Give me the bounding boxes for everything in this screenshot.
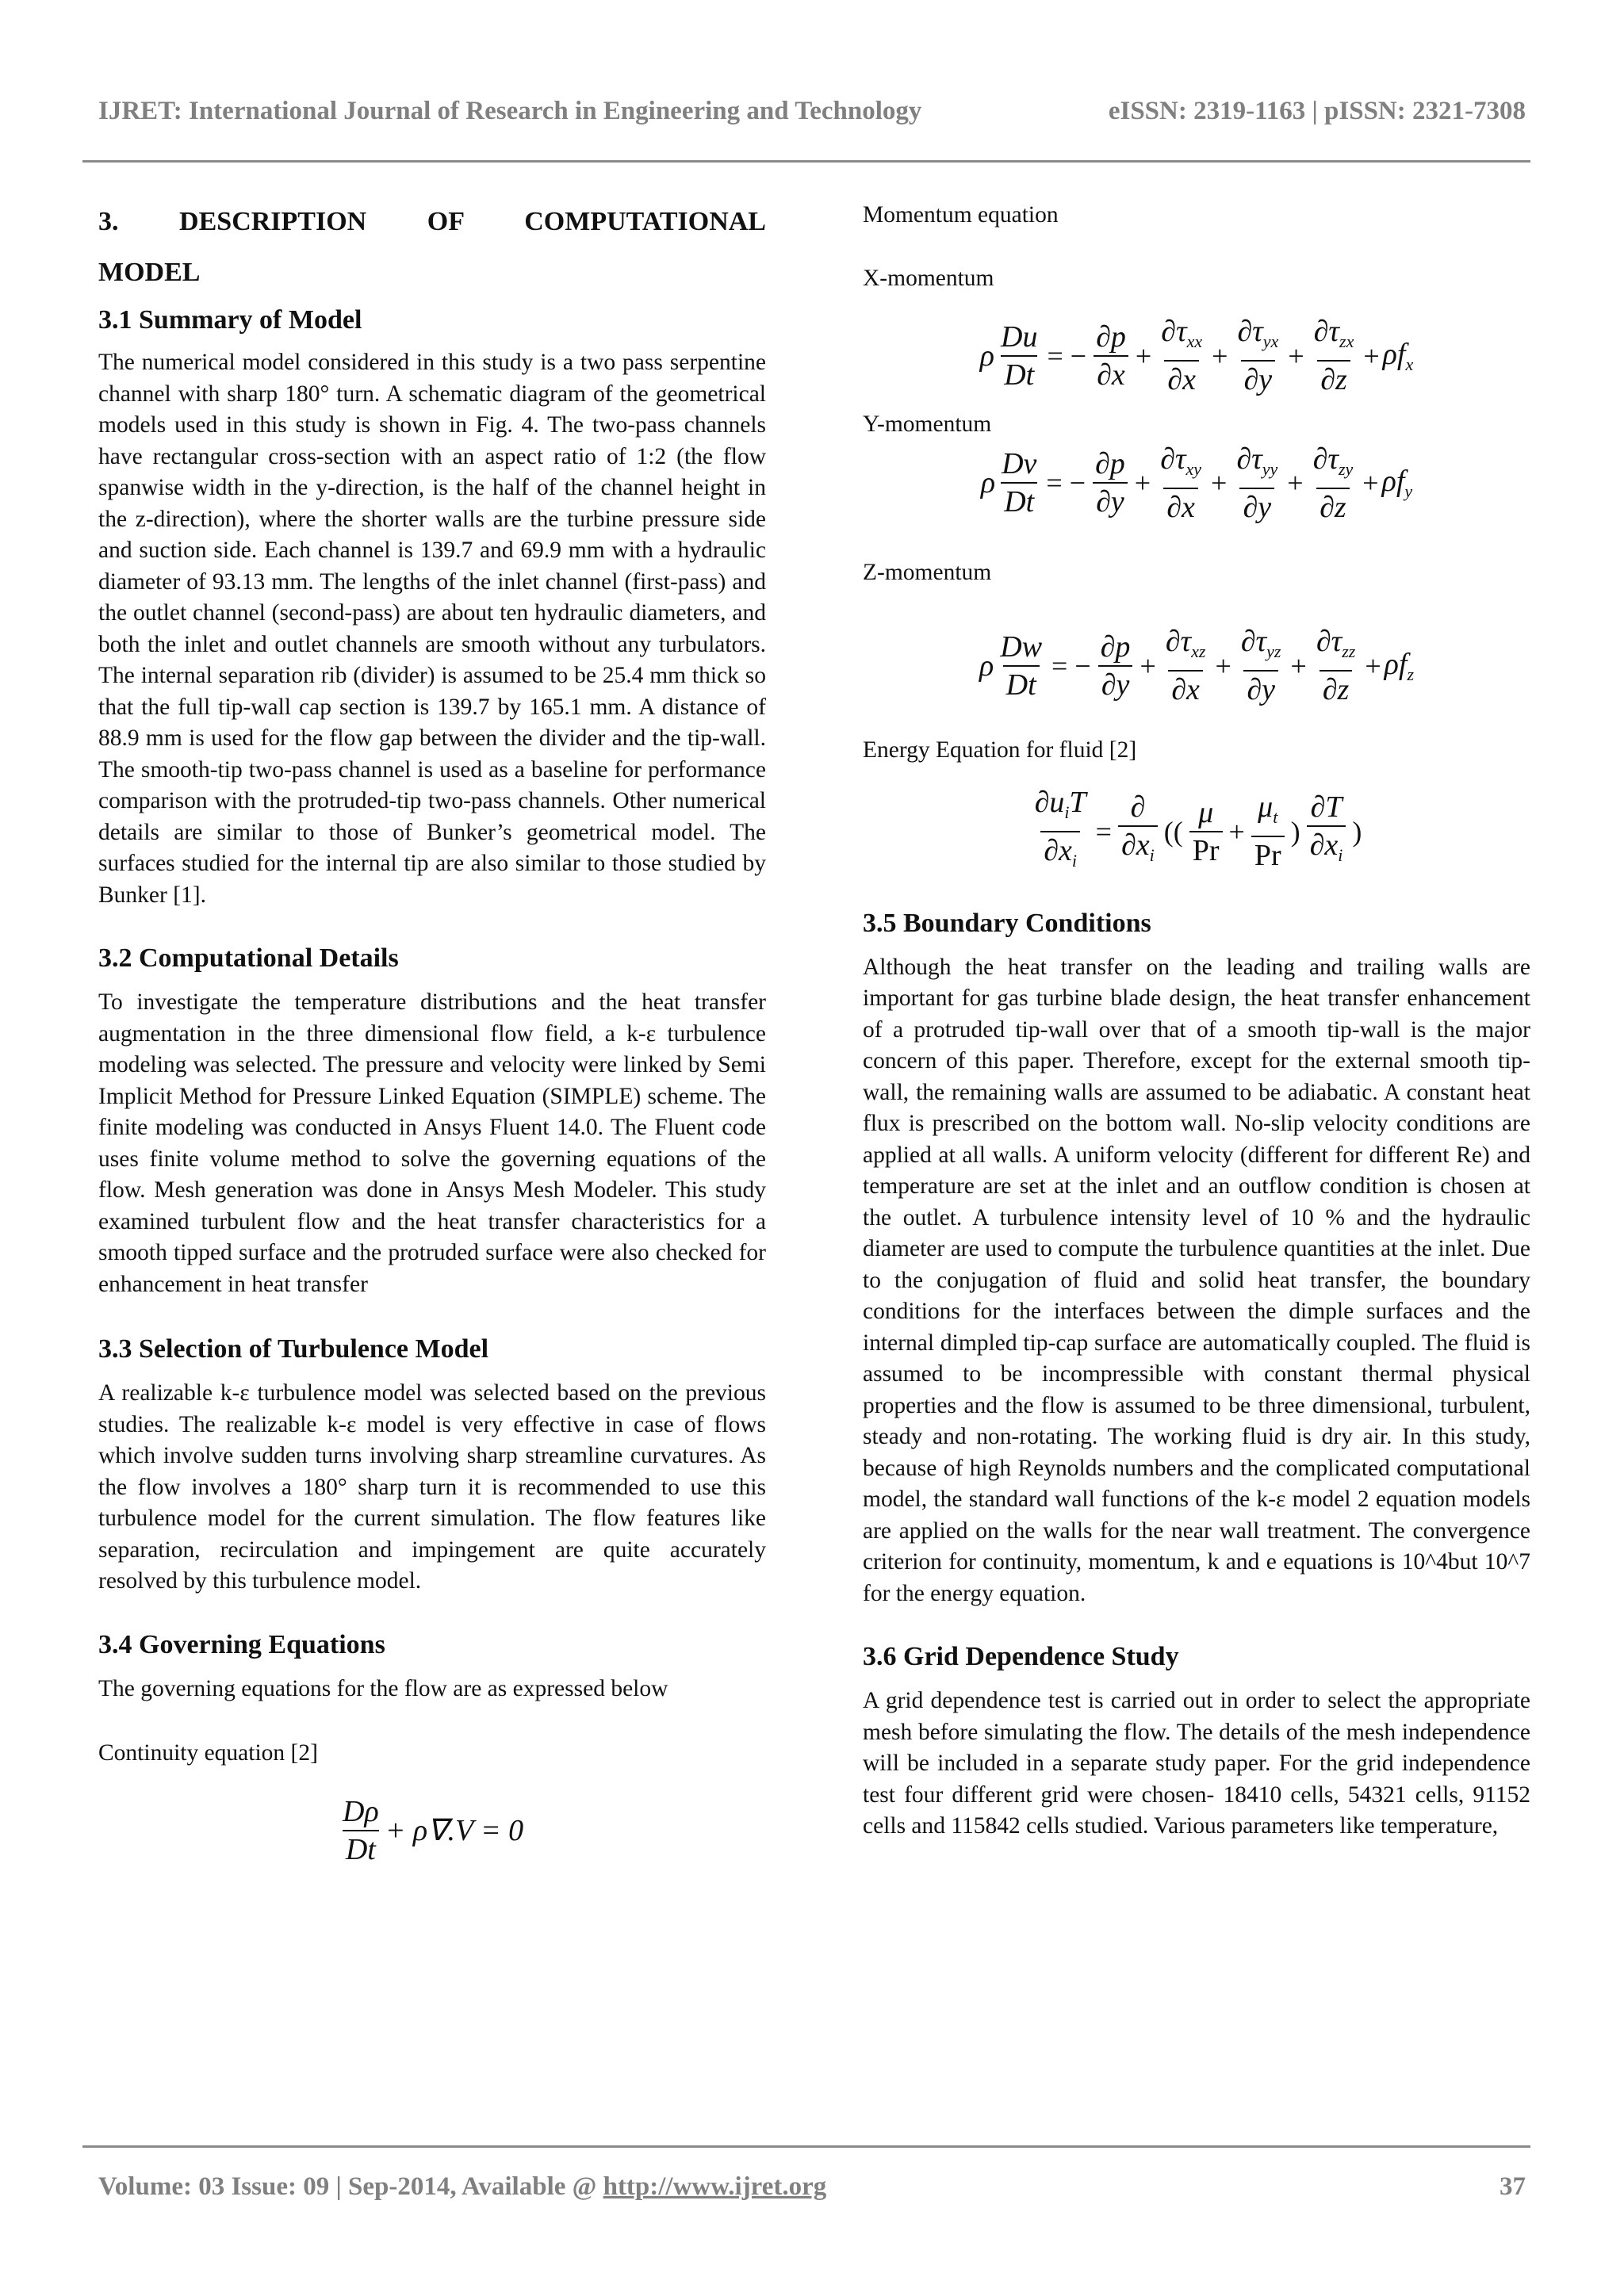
eq-fraction: $\frac{\partial p}{\partial y}$ <box>1097 629 1134 703</box>
x-momentum-equation: ρ $\frac{Du}{Dt}$ = − $\frac{\partial p}{\partial x}$ + $\frac{\partial\tau_{xx}}{\partial x}$ + $\frac{\partial\tau_{yx}}{\partial y}$ + $\frac{\partial\tau_{zx}}{\partial z}$ + $\rho f_x$ <box>979 315 1414 396</box>
eq-fraction: $\frac{Dv}{Dt}$ <box>1002 447 1037 519</box>
eq-fraction: $\frac{\partial\tau_{yz}}{\partial y}$ <box>1240 625 1281 706</box>
right-column <box>863 197 1530 1843</box>
volume-info <box>98 2172 826 2202</box>
volume-text: Volume: 03 Issue: 09 | Sep-2014, Available @ <box>98 2172 603 2201</box>
eq-fraction: $\frac{\partial\tau_{zx}}{\partial z}$ <box>1313 315 1354 396</box>
eq-numerator: Dρ <box>343 1794 379 1828</box>
z-momentum-equation: ρ $\frac{Dw}{Dt}$ = − $\frac{\partial p}{\partial y}$ + $\frac{\partial\tau_{xz}}{\partial x}$ + $\frac{\partial\tau_{yz}}{\partial y}$ + $\frac{\partial\tau_{zz}}{\partial z}$ + $\rho f_z$ <box>979 625 1414 706</box>
eq-fraction: $\frac{\partial\tau_{xx}}{\partial x}$ <box>1161 315 1203 396</box>
momentum-label: Momentum equation <box>863 202 1059 228</box>
section-3-6-body: A grid dependence test is carried out in order to select the appropriate mesh before simulating the flow. The details of the mesh independence will be included in a separate study paper. For the grid independence test four different grid were chosen- 18410 cells, 54321 cells, 91152 cells and 115842 cells studied. Various parameters like temperature, <box>863 1688 1530 1839</box>
eq-fraction: $\frac{\partial\tau_{zz}}{\partial z}$ <box>1316 625 1356 706</box>
eq-fraction: $\frac{\partial\tau_{xz}}{\partial x}$ <box>1165 625 1206 706</box>
eq-fraction: $\frac{Du}{Dt}$ <box>1001 320 1038 392</box>
page-number: 37 <box>1500 2172 1526 2201</box>
section-3-4-heading: 3.4 Governing Equations <box>98 1629 385 1659</box>
eq-fraction: $\frac{\partial p}{\partial x}$ <box>1093 319 1129 393</box>
x-momentum-label: X-momentum <box>863 265 994 291</box>
footer-divider <box>82 2145 1530 2148</box>
eq-fraction <box>339 1793 382 1868</box>
section-3-3-heading: 3.3 Selection of Turbulence Model <box>98 1334 489 1364</box>
running-header <box>98 97 1526 136</box>
section-3-5-body: Although the heat transfer on the leading and trailing walls are important for gas turbine blade design, the heat transfer enhancement of a protruded tip-wall over that of a smooth tip-wall is the major concern of this paper. Therefore, except for the external smooth tip-wall, the remaining walls are assumed to be adiabatic. A constant heat flux is prescribed on the bottom wall. No-slip velocity conditions are applied at all walls. A uniform velocity (different for different Re) and temperature are set at the inlet and an outflow condition is chosen at the outlet. A turbulence intensity level of 10 % and the hydraulic diameter are used to compute the turbulence quantities at the inlet. Due to the conjugation of fluid and solid heat transfer, the boundary conditions for the interfaces between the dimple surfaces and the internal dimpled tip-cap surface are automatically coupled. The fluid is assumed to be incompressible with constant thermal physical properties and the flow is assumed to be three dimensional, turbulent, steady and non-rotating. The working fluid is dry air. In this study, because of high Reynolds numbers and the complicated computational model, the standard wall functions of the k-ε model 2 equation models are applied on the walls for the near wall treatment. The convergence criterion for continuity, momentum, k and e equations is 10^4but 10^7 for the energy equation. <box>863 954 1530 1606</box>
eq-fraction: $\frac{\partial\tau_{xy}}{\partial x}$ <box>1160 442 1202 524</box>
section-3-1-heading: 3.1 Summary of Model <box>98 305 362 335</box>
eq-fraction: $\frac{Dw}{Dt}$ <box>1000 629 1043 702</box>
header-divider <box>82 160 1530 163</box>
eq-fraction: $\frac{\partial\tau_{yx}}{\partial y}$ <box>1237 315 1279 396</box>
journal-name: IJRET: International Journal of Research in Engineering and Technology <box>98 97 922 125</box>
z-momentum-label: Z-momentum <box>863 559 992 585</box>
section-3-6-heading: 3.6 Grid Dependence Study <box>863 1642 1179 1671</box>
y-momentum-equation: ρ $\frac{Dv}{Dt}$ = − $\frac{\partial p}{\partial y}$ + $\frac{\partial\tau_{xy}}{\partial x}$ + $\frac{\partial\tau_{yy}}{\partial y}$ + $\frac{\partial\tau_{zy}}{\partial z}$ + $\rho f_y$ <box>980 442 1413 524</box>
eq-rest: + ρ∇.V = 0 <box>385 1814 524 1847</box>
section-3-2-body: To investigate the temperature distributions and the heat transfer augmentation in the three dimensional flow field, a k-ε turbulence modeling was selected. The pressure and velocity were linked by Semi Implicit Method for Pressure Linked Equation (SIMPLE) scheme. The finite modeling was conducted in Ansys Fluent 14.0. The Fluent code uses finite volume method to solve the governing equations of the flow. Mesh generation was done in Ansys Mesh Modeler. This study examined turbulent flow and the heat transfer characteristics for a smooth tipped surface and the protruded surface were also checked for enhancement in heat transfer <box>98 989 766 1297</box>
eq-fraction: $\frac{\partial\tau_{zy}}{\partial z}$ <box>1312 442 1354 524</box>
eq-denominator: Dt <box>343 1830 379 1868</box>
issn-info: eISSN: 2319-1163 | pISSN: 2321-7308 <box>1108 97 1526 125</box>
left-column <box>98 197 766 1868</box>
eq-fraction: $\frac{\partial p}{\partial y}$ <box>1092 446 1128 520</box>
energy-equation: $\frac{\partial u_iT}{\partial x_i}$ = $\frac{\partial}{\partial x_i}$ (( $\frac{\mu}{Pr}$ + $\frac{\mu_t}{Pr}$ ) $\frac{\partial T}{\partial x_i}$ ) <box>863 784 1530 879</box>
section-3-3-body: A realizable k-ε turbulence model was selected based on the previous studies. The realizable k-ε model is very effective in case of flows which involve sudden turns involving sharp streamline curvatures. As the flow involves a 180° sharp turn it is recommended to use this turbulence model for the current simulation. The flow features like separation, recirculation and impingement are quite accurately resolved by this turbulence model. <box>98 1380 766 1594</box>
section-3-title-cont: MODEL <box>98 258 201 287</box>
continuity-label: Continuity equation [2] <box>98 1740 318 1766</box>
energy-label: Energy Equation for fluid [2] <box>863 737 1137 763</box>
journal-link[interactable]: http://www.ijret.org <box>603 2172 827 2201</box>
section-3-1-body: The numerical model considered in this study is a two pass serpentine channel with sharp 180° turn. A schematic diagram of the geometrical models used in this study is shown in Fig. 4. The two-pass channels have rectangular cross-section with an aspect ratio of 1:2 (the flow spanwise width in the y-direction, is the half of the channel height in the z-direction), where the shorter walls are the turbine pressure side and suction side. Each channel is 139.7 and 69.9 mm with a hydraulic diameter of 93.13 mm. The lengths of the inlet channel (first-pass) and the outlet channel (second-pass) are about ten hydraulic diameters, and both the inlet and outlet channels are smooth without any turbulators. The internal separation rib (divider) is assumed to be 25.4 mm thick so that the full tip-wall cap section is 139.7 by 165.1 mm. A distance of 88.9 mm is used for the flow gap between the divider and the tip-wall. The smooth-tip two-pass channel is used as a baseline for performance comparison with the protruded-tip two-pass channels. Other numerical details are similar to those of Bunker’s geometrical model. The surfaces studied for the internal tip are also similar to those studied by Bunker [1]. <box>98 350 766 908</box>
section-3-4-body: The governing equations for the flow are as expressed below <box>98 1675 668 1701</box>
y-momentum-label: Y-momentum <box>863 411 992 437</box>
section-3-5-heading: 3.5 Boundary Conditions <box>863 908 1151 938</box>
running-footer <box>98 2172 1526 2212</box>
section-3-title: 3. DESCRIPTION OF COMPUTATIONAL <box>98 207 766 236</box>
continuity-equation <box>98 1793 766 1868</box>
section-3-2-heading: 3.2 Computational Details <box>98 943 399 973</box>
eq-fraction: $\frac{\partial\tau_{yy}}{\partial y}$ <box>1236 442 1278 524</box>
